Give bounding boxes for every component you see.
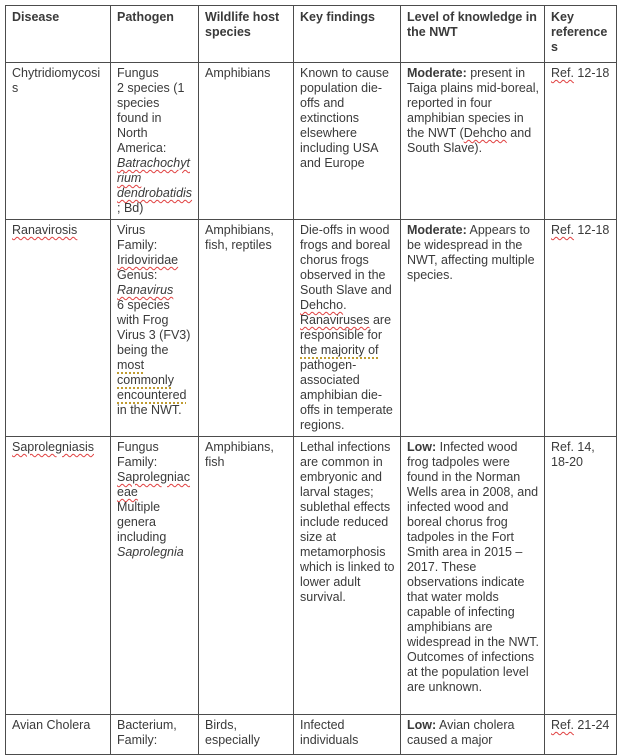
text-run: . (343, 298, 347, 312)
spellcheck-flagged-text: Ref. (551, 223, 574, 237)
spellcheck-flagged-text: Dehcho (463, 126, 507, 140)
cell-chytridiomycosis-disease[interactable] (6, 63, 111, 220)
cell-chytridiomycosis-references[interactable] (545, 63, 617, 220)
cell-avian-cholera-pathogen[interactable] (111, 715, 199, 755)
table-row-saprolegniasis (6, 437, 617, 715)
cell-avian-cholera-findings[interactable] (294, 715, 401, 755)
text-run: ; Bd) (117, 201, 144, 215)
cell-ranavirosis-knowledge[interactable] (401, 220, 545, 437)
column-header-pathogen[interactable]: Pathogen (111, 6, 199, 63)
cell-saprolegniasis-findings[interactable] (294, 437, 401, 715)
column-header-knowledge[interactable]: Level of knowledge in the NWT (401, 6, 545, 63)
text-run: Lethal infections are common in embryonic and larval stages; sublethal effects include reduced size at metamorphosis which is linked to lower adult survival. (300, 440, 395, 604)
table-body (6, 63, 617, 755)
spellcheck-flagged-text: Ranavirosis (12, 223, 78, 237)
text-run: 2 species (1 species found in North America: (117, 81, 185, 155)
text-run: Family: (117, 455, 158, 469)
cell-saprolegniasis-knowledge[interactable] (401, 437, 545, 715)
text-run: 12-18 (573, 66, 610, 80)
table-row-chytridiomycosis (6, 63, 617, 220)
spellcheck-flagged-text: Ranaviruses (300, 313, 370, 327)
text-run: Amphibians (205, 66, 271, 80)
column-header-findings[interactable]: Key findings (294, 6, 401, 63)
spellcheck-flagged-text: Iridoviridae (117, 253, 179, 267)
spellcheck-flagged-text: Batrachochytrium dendrobatidis (117, 156, 193, 200)
cell-saprolegniasis-references[interactable] (545, 437, 617, 715)
text-run: Bacterium, Family: (117, 718, 177, 747)
text-run: in the NWT. (117, 403, 182, 417)
spellcheck-flagged-text: Ref. (551, 718, 574, 732)
cell-ranavirosis-findings[interactable] (294, 220, 401, 437)
column-header-disease[interactable]: Disease (6, 6, 111, 63)
bold-text: Low: (407, 718, 437, 732)
text-run: Known to cause population die-offs and extinctions elsewhere including USA and Europe (300, 66, 389, 170)
cell-ranavirosis-pathogen[interactable] (111, 220, 199, 437)
table-row-avian-cholera (6, 715, 617, 755)
text-run: Avian cholera caused a major (407, 718, 515, 747)
cell-saprolegniasis-disease[interactable] (6, 437, 111, 715)
text-run: Family: (117, 238, 158, 252)
cell-avian-cholera-host[interactable] (199, 715, 294, 755)
header-row (6, 6, 617, 63)
text-run: Virus (117, 223, 146, 237)
bold-text: Moderate: (407, 223, 467, 237)
text-run: Fungus (117, 440, 159, 454)
text-run: pathogen-associated amphibian die-offs in temperate regions. (300, 358, 393, 432)
cell-ranavirosis-disease[interactable] (6, 220, 111, 437)
text-run: Ref. 14, 18-20 (551, 440, 595, 469)
text-run: Amphibians, fish, reptiles (205, 223, 274, 252)
text-run: Appears to be widespread in the NWT, affecting multiple species. (407, 223, 535, 282)
text-run: Avian Cholera (12, 718, 91, 732)
cell-avian-cholera-references[interactable] (545, 715, 617, 755)
cell-saprolegniasis-pathogen[interactable] (111, 437, 199, 715)
cell-avian-cholera-disease[interactable] (6, 715, 111, 755)
spellcheck-flagged-text: Dehcho (300, 298, 344, 312)
cell-chytridiomycosis-host[interactable] (199, 63, 294, 220)
text-run: present in Taiga plains mid-boreal, reported in four amphibian species in the NWT ( (407, 66, 540, 140)
cell-chytridiomycosis-knowledge[interactable] (401, 63, 545, 220)
bold-text: Low: (407, 440, 437, 454)
cell-ranavirosis-host[interactable] (199, 220, 294, 437)
text-run: Fungus (117, 66, 159, 80)
grammar-flagged-text: most commonly encountered (117, 358, 187, 402)
text-run: Amphibians, fish (205, 440, 274, 469)
text-run: Birds, especially (205, 718, 260, 747)
cell-avian-cholera-knowledge[interactable] (401, 715, 545, 755)
wildlife-disease-table (5, 5, 617, 755)
text-run: and South Slave). (407, 126, 532, 155)
cell-chytridiomycosis-pathogen[interactable] (111, 63, 199, 220)
text-run: Infected wood frog tadpoles were found in the Norman Wells area in 2008, and infected wood and boreal chorus frog tadpoles in the Fort Smith area in 2015 – 2017. These observations indicate that water molds capable of infecting amphibians are widespread in the NWT. Outcomes of infections at the population level are unknown. (407, 440, 540, 694)
italic-text: Saprolegnia (117, 545, 184, 559)
cell-chytridiomycosis-findings[interactable] (294, 63, 401, 220)
bold-text: Moderate: (407, 66, 467, 80)
table-header (6, 6, 617, 63)
spellcheck-flagged-text: Saprolegniaceae (117, 470, 190, 499)
text-run: 6 species with Frog Virus 3 (FV3) being the (117, 298, 191, 357)
text-run: Die-offs in wood frogs and boreal chorus frogs observed in the South Slave and (300, 223, 392, 297)
column-header-host[interactable]: Wildlife host species (199, 6, 294, 63)
spellcheck-flagged-text: Saprolegniasis (12, 440, 94, 454)
text-run: are responsible for (300, 313, 392, 342)
spellcheck-flagged-text: Ref. (551, 66, 574, 80)
text-run: Chytridiomycosis (12, 66, 101, 95)
grammar-flagged-text: the majority of (300, 343, 379, 357)
text-run: Multiple genera including (117, 500, 167, 544)
cell-ranavirosis-references[interactable] (545, 220, 617, 437)
text-run: Genus: (117, 268, 158, 282)
column-header-references[interactable]: Key references (545, 6, 617, 63)
text-run: 12-18 (573, 223, 610, 237)
text-run: 21-24 (573, 718, 610, 732)
spellcheck-flagged-text: Ranavirus (117, 283, 174, 297)
table-row-ranavirosis (6, 220, 617, 437)
cell-saprolegniasis-host[interactable] (199, 437, 294, 715)
text-run: Infected individuals (300, 718, 359, 747)
